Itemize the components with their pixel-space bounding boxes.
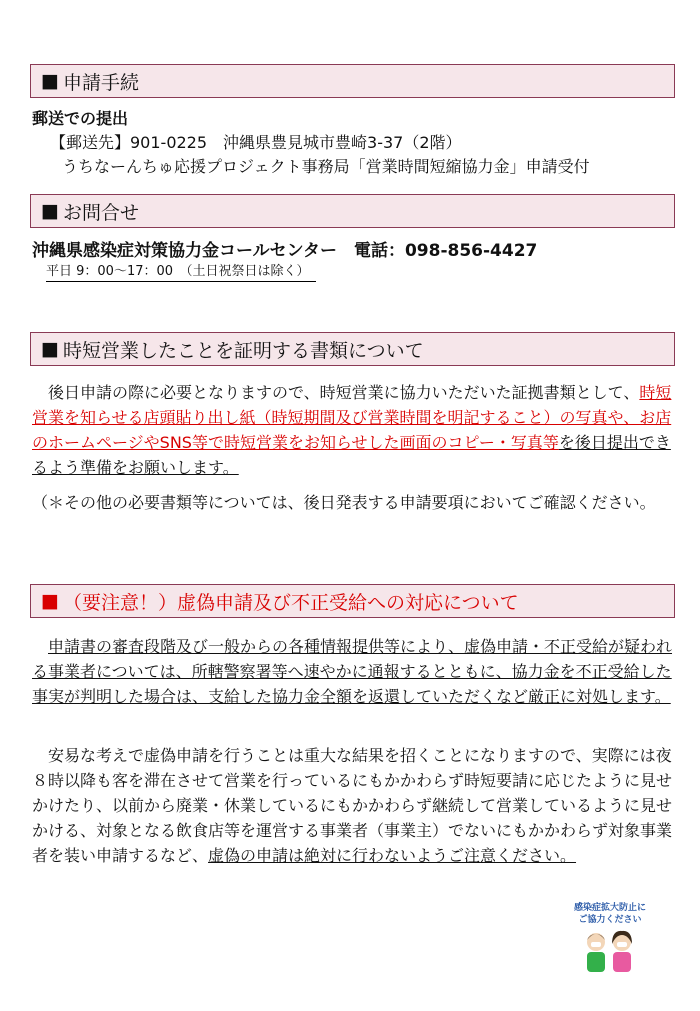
section-title: （要注意！）虚偽申請及び不正受給への対応について [62, 591, 519, 614]
mail-address: 【郵送先】901-0225 沖縄県豊見城市豊崎3-37（2階） [50, 133, 462, 152]
badge-line-1: 感染症拡大防止に [573, 903, 646, 913]
contact-hours: 平日 9：00～17：00 （土日祝祭日は除く） [46, 263, 316, 282]
section-header-proof [30, 332, 675, 366]
warning-text-emphasis: 虚偽の申請は絶対に行わないようご注意ください。 [208, 846, 577, 865]
proof-note: （＊その他の必要書類等については、後日発表する申請要項においてご確認ください。 [32, 493, 656, 512]
contact-center-phone: 沖縄県感染症対策協力金コールセンター 電話：098-856-4427 [32, 241, 538, 261]
section-marker: ■ [41, 338, 59, 360]
warning-text-body: 安易な考えで虚偽申請を行うことは重大な結果を招くことになりますので、実際には夜８時以降も客を滞在させて営業を行っているにもかかわらず時短要請に応じたように見せかけたり、以前から廃業・休業しているにもかかわらず継続して営業しているように見せかける、対象となる飲食店等を運営する事業者（事業主）でないにもかかわらず対象事業者を装い申請するなど、 [32, 746, 673, 865]
section-marker: ■ [41, 70, 59, 92]
person-right-body-icon [613, 952, 631, 972]
section-marker: ■ [41, 590, 59, 612]
infection-prevention-badge [560, 902, 660, 982]
person-left-mask-icon [591, 942, 601, 947]
section-header-contact [30, 194, 675, 228]
proof-text-intro: 後日申請の際に必要となりますので、時短営業に協力いただいた証拠書類として、 [48, 383, 640, 402]
proof-text-request: を後日提出できるよう準備をお願いします。 [32, 433, 671, 477]
mail-recipient: うちなーんちゅ応援プロジェクト事務局「営業時間短縮協力金」申請受付 [62, 157, 590, 176]
person-left-body-icon [587, 952, 605, 972]
section-title: 時短営業したことを証明する書類について [62, 339, 424, 362]
warning-paragraph-2 [32, 743, 672, 868]
section-title: 申請手続 [62, 71, 139, 94]
mail-subtitle: 郵送での提出 [32, 109, 129, 128]
person-right-mask-icon [617, 942, 627, 947]
proof-paragraph [32, 380, 672, 480]
section-header-warning [30, 584, 675, 618]
section-header-application [30, 64, 675, 98]
badge-line-2: ご協力ください [578, 915, 642, 925]
warning-paragraph-1: 申請書の審査段階及び一般からの各種情報提供等により、虚偽申請・不正受給が疑われる事業者については、所轄警察署等へ速やかに通報するとともに、協力金を不正受給した事実が判明した場合は、支給した協力金全額を返還していただくなど厳正に対処します。 [32, 637, 673, 706]
section-title: お問合せ [62, 201, 139, 224]
badge-text [560, 902, 660, 926]
two-people-illustration [560, 926, 660, 980]
proof-text-required-docs: 時短営業を知らせる店頭貼り出し紙（時短期間及び営業時間を明記すること）の写真や、お店のホームページやSNS等で時短営業をお知らせした画面のコピー・写真等 [32, 383, 672, 452]
section-marker: ■ [41, 200, 59, 222]
